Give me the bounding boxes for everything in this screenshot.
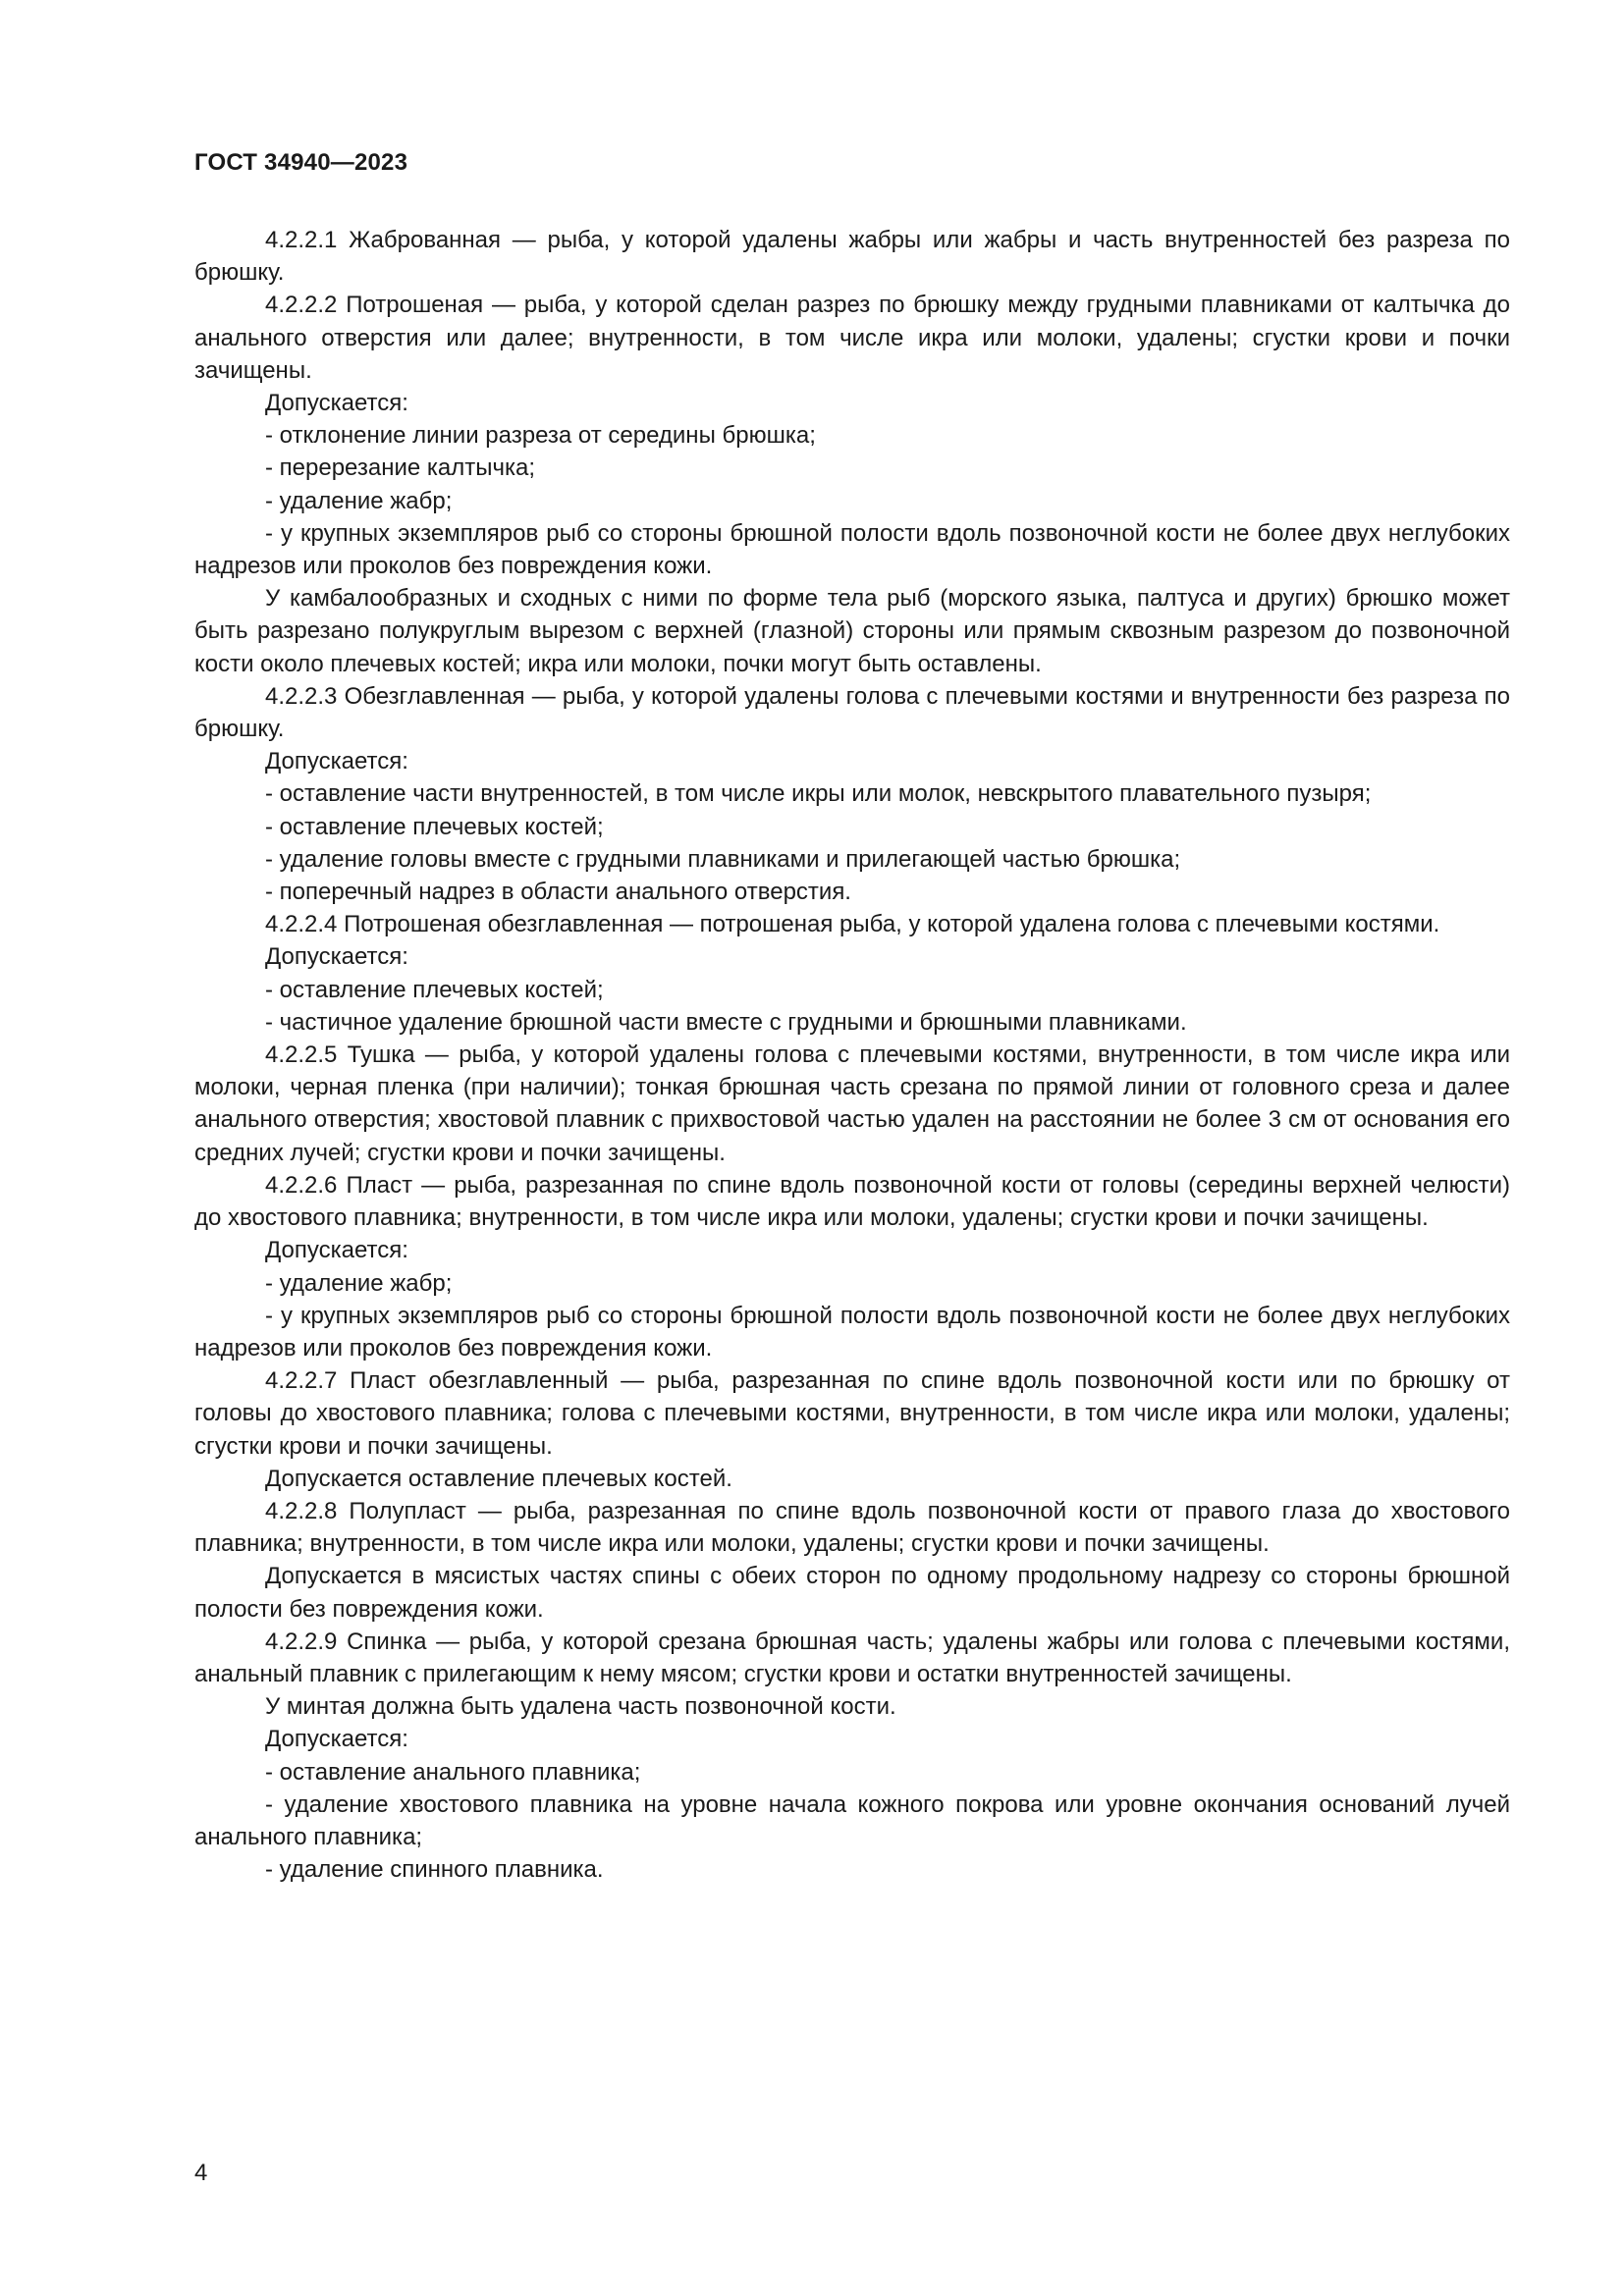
list-item: - отклонение линии разреза от середины брюшка; xyxy=(265,422,816,450)
list-item: - оставление части внутренностей, в том числе икры или молок, невскрытого плавательного пузыря; xyxy=(265,780,1372,808)
list-item: - удаление жабр; xyxy=(265,1269,453,1297)
page-number: 4 xyxy=(194,2160,208,2186)
list-item: - у крупных экземпляров рыб со стороны брюшной полости вдоль позвоночной кости не более двух неглубоких надрезов или проколов без повреждения кожи. xyxy=(194,519,1510,580)
list-item: - удаление хвостового плавника на уровне начала кожного покрова или уровне окончания оснований лучей анального плавника; xyxy=(194,1790,1510,1850)
allowed-label: Допускается: xyxy=(265,1237,408,1264)
clause-4-2-2-1: 4.2.2.1 Жаброванная — рыба, у которой удалены жабры или жабры и часть внутренностей без разреза по брюшку. xyxy=(194,227,1510,287)
allowed-label: Допускается: xyxy=(265,748,408,775)
list-item: - удаление головы вместе с грудными плавниками и прилегающей частью брюшка; xyxy=(265,845,1181,873)
list-item: - частичное удаление брюшной части вместе с грудными и брюшными плавниками. xyxy=(265,1008,1187,1036)
clause-4-2-2-8: 4.2.2.8 Полупласт — рыба, разрезанная по спине вдоль позвоночной кости от правого глаза до хвостового плавника; внутренности, в том числе икра или молоки, удалены; сгустки крови и почки зачищены. xyxy=(194,1497,1510,1558)
clause-4-2-2-3: 4.2.2.3 Обезглавленная — рыба, у которой удалены голова с плечевыми костями и внутренности без разреза по брюшку. xyxy=(194,682,1510,743)
clause-4-2-2-2: 4.2.2.2 Потрошеная — рыба, у которой сделан разрез по брюшку между грудными плавниками от калтычка до анального отверстия или далее; внутренности, в том числе икра или молоки, удалены; сгустки крови и почки зачищены. xyxy=(194,292,1510,384)
list-item: - оставление плечевых костей; xyxy=(265,976,604,1003)
allowed-note: Допускается в мясистых частях спины с обеих сторон по одному продольному надрезу со стороны брюшной полости без повреждения кожи. xyxy=(194,1563,1510,1623)
pollock-note: У минтая должна быть удалена часть позвоночной кости. xyxy=(265,1693,896,1721)
allowed-label: Допускается: xyxy=(265,943,408,971)
clause-4-2-2-6: 4.2.2.6 Пласт — рыба, разрезанная по спине вдоль позвоночной кости от головы (середины верхней челюсти) до хвостового плавника; внутренности, в том числе икра или молоки, удалены; сгустки крови и почки зачищены. xyxy=(194,1171,1510,1232)
allowed-label: Допускается: xyxy=(265,390,408,417)
clause-4-2-2-9: 4.2.2.9 Спинка — рыба, у которой срезана брюшная часть; удалены жабры или голова с плечевыми костями, анальный плавник с прилегающим к нему мясом; сгустки крови и остатки внутренностей зачищены. xyxy=(194,1628,1510,1687)
document-body xyxy=(194,224,1510,1886)
list-item: - удаление спинного плавника. xyxy=(265,1856,604,1884)
list-item: - удаление жабр; xyxy=(265,487,453,514)
allowed-label: Допускается: xyxy=(265,1726,408,1753)
clause-4-2-2-5: 4.2.2.5 Тушка — рыба, у которой удалены голова с плечевыми костями, внутренности, в том числе икра или молоки, черная пленка (при наличии); тонкая брюшная часть срезана по прямой линии от головного среза и далее анального отверстия; хвостовой плавник с прихвостовой частью удален на расстоянии не более 3 см от основания его средних лучей; сгустки крови и почки зачищены. xyxy=(194,1041,1510,1166)
flatfish-note: У камбалообразных и сходных с ними по форме тела рыб (морского языка, палтуса и других) брюшко может быть разрезано полукруглым вырезом с верхней (глазной) стороны или прямым сквозным разрезом до позвоночной кости около плечевых костей; икра или молоки, почки могут быть оставлены. xyxy=(194,585,1510,677)
list-item: - оставление плечевых костей; xyxy=(265,813,604,840)
list-item: - у крупных экземпляров рыб со стороны брюшной полости вдоль позвоночной кости не более двух неглубоких надрезов или проколов без повреждения кожи. xyxy=(194,1302,1510,1362)
clause-4-2-2-4: 4.2.2.4 Потрошеная обезглавленная — потрошеная рыба, у которой удалена голова с плечевыми костями. xyxy=(265,911,1440,938)
allowed-note: Допускается оставление плечевых костей. xyxy=(265,1465,732,1492)
list-item: - поперечный надрез в области анального отверстия. xyxy=(265,879,851,906)
clause-4-2-2-7: 4.2.2.7 Пласт обезглавленный — рыба, разрезанная по спине вдоль позвоночной кости или по брюшку от головы до хвостового плавника; голова с плечевыми костями, внутренности, в том числе икра или молоки, удалены; сгустки крови и почки зачищены. xyxy=(194,1367,1510,1460)
list-item: - оставление анального плавника; xyxy=(265,1758,641,1786)
document-code-header: ГОСТ 34940—2023 xyxy=(194,149,408,176)
list-item: - перерезание калтычка; xyxy=(265,454,536,482)
